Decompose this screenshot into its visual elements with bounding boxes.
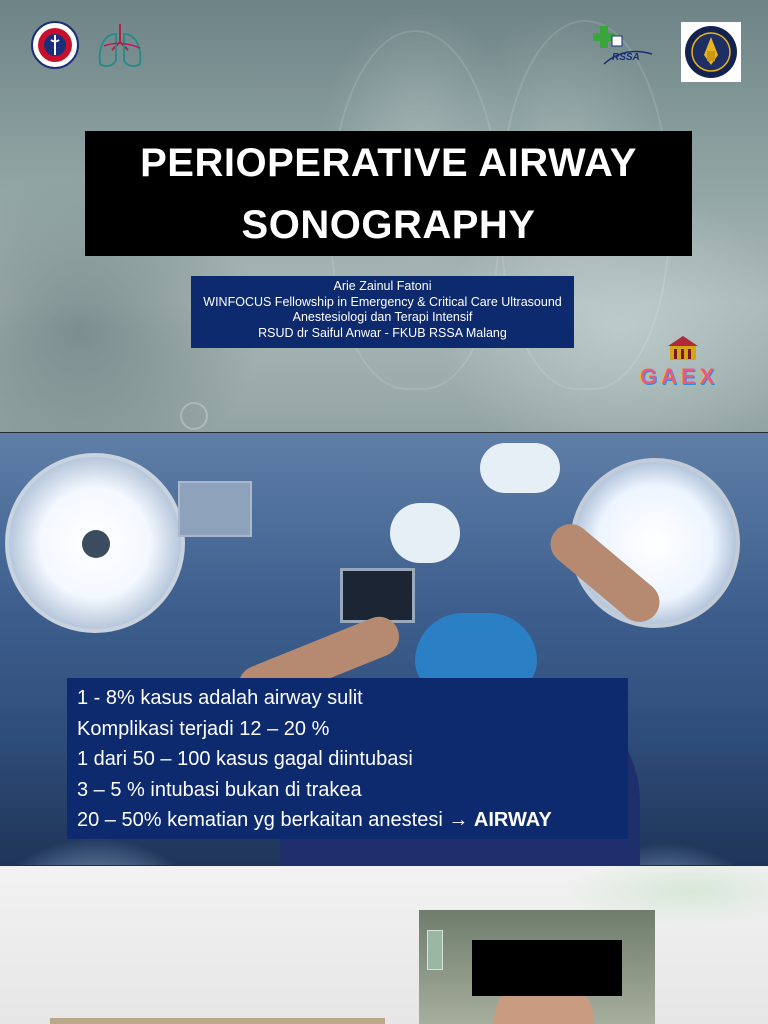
patient-slide	[0, 866, 768, 1024]
statistics-slide	[0, 433, 768, 865]
title-box	[85, 131, 692, 256]
airway-emphasis: AIRWAY	[473, 809, 552, 831]
author-institution: RSUD dr Saiful Anwar - FKUB RSSA Malang	[258, 325, 507, 340]
glove-right	[480, 443, 560, 493]
author-fellowship: WINFOCUS Fellowship in Emergency & Critical Care Ultrasound	[203, 294, 562, 309]
bullet-text: 20 – 50% kematian yg berkaitan anestesi	[77, 809, 449, 831]
patient-photo	[419, 910, 655, 1024]
bottom-photo-strip	[50, 1018, 385, 1024]
wall-panel	[178, 481, 252, 537]
title-slide	[0, 0, 768, 432]
gaex-logo-label: GAEX	[640, 364, 719, 389]
bullet-item: Komplikasi terjadi 12 – 20 %	[77, 717, 330, 740]
arrow-right-icon: →	[448, 809, 469, 831]
association-logo	[31, 21, 79, 69]
university-emblem-logo	[681, 22, 741, 82]
title-line-1: PERIOPERATIVE AIRWAY	[140, 140, 637, 185]
author-department: Anestesiologi dan Terapi Intensif	[292, 310, 473, 324]
iv-bag	[427, 930, 443, 970]
author-info-box	[191, 276, 574, 348]
bullet-item: 1 - 8% kasus adalah airway sulit	[77, 687, 363, 709]
privacy-bar	[472, 940, 622, 996]
rssa-logo-label: RSSA	[612, 52, 640, 63]
page-title	[140, 132, 637, 256]
title-line-2: SONOGRAPHY	[241, 202, 536, 247]
bullet-item: 3 – 5 % intubasi bukan di trakea	[77, 778, 362, 801]
bullet-item-airway	[77, 805, 628, 836]
target-circle-icon	[180, 402, 208, 430]
rssa-logo	[590, 24, 656, 82]
bullet-item: 1 dari 50 – 100 kasus gagal diintubasi	[77, 748, 413, 770]
lamp-center-icon	[82, 530, 110, 558]
author-name: Arie Zainul Fatoni	[333, 279, 432, 293]
glove-left	[390, 503, 460, 563]
lungs-logo	[94, 20, 148, 72]
gaex-logo	[638, 334, 728, 390]
statistics-box	[67, 678, 628, 839]
